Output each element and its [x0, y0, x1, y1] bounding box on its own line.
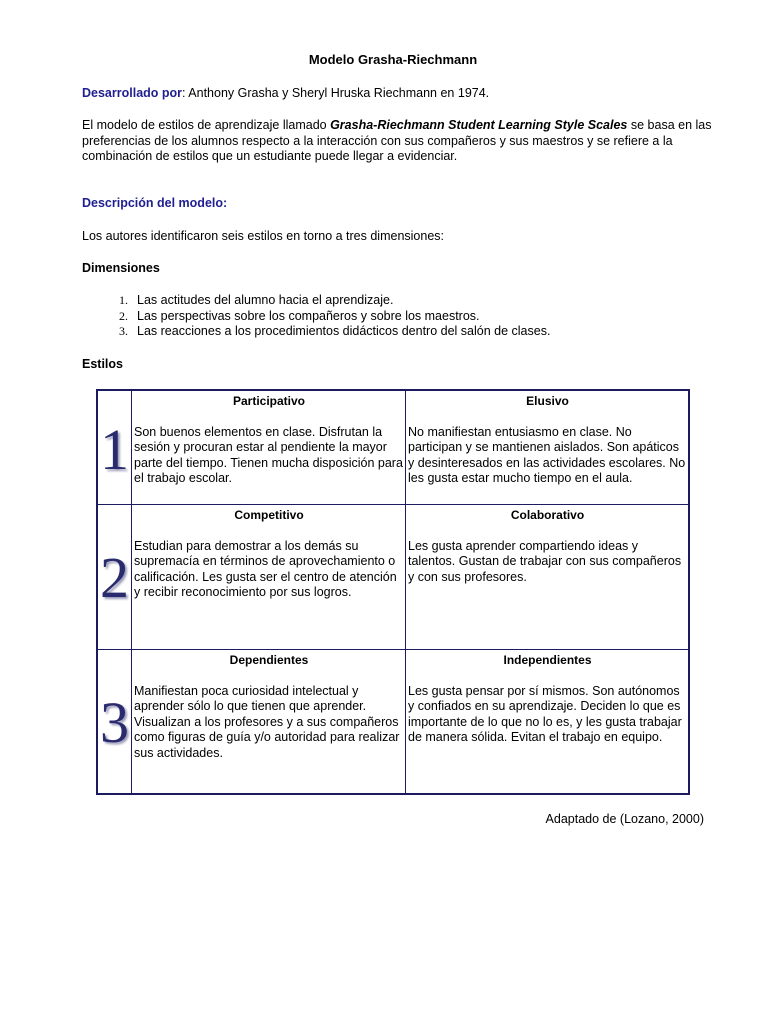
description-heading: Descripción del modelo:	[82, 196, 228, 210]
table-row	[98, 504, 688, 650]
list-item	[82, 309, 550, 325]
dimensions-list	[82, 293, 550, 340]
list-item-number: 1.	[119, 293, 128, 307]
intro-paragraph	[82, 118, 714, 165]
developed-by-text: : Anthony Grasha y Sheryl Hruska Riechmann en 1974.	[182, 86, 490, 100]
row-number: 2	[100, 545, 129, 610]
list-item	[82, 324, 550, 340]
intro-pre: El modelo de estilos de aprendizaje llamado	[82, 118, 331, 132]
table-row	[98, 649, 688, 794]
intro-post: se basa en las preferencias de los alumnos respecto a la interacción con sus compañeros y sus maestros y se refiere a la combinación de estilos que un estudiante puede llegar a evidenciar.	[82, 118, 712, 163]
style-cell	[407, 391, 688, 504]
list-item-text: Las perspectivas sobre los compañeros y sobre los maestros.	[137, 308, 480, 323]
styles-table	[96, 389, 690, 795]
style-description: Les gusta pensar por sí mismos. Son autónomos y confiados en su aprendizaje. Deciden lo que es importante de lo que no lo es, y les gusta trabajar de manera sólida. Evitan el trabajo en equipo.	[408, 683, 682, 744]
styles-heading: Estilos	[82, 357, 123, 371]
intro-emphasis: Grasha-Riechmann Student Learning Style Scales	[330, 118, 628, 132]
style-description: Les gusta aprender compartiendo ideas y talentos. Gustan de trabajar con sus compañeros y con sus profesores.	[408, 538, 682, 584]
developed-by-line	[82, 86, 712, 102]
dimensions-heading: Dimensiones	[82, 261, 160, 275]
row-number: 3	[100, 690, 129, 755]
style-cell	[133, 391, 406, 504]
style-description: Son buenos elementos en clase. Disfrutan la sesión y procuran estar al pendiente la mayor parte del tiempo. Tienen mucha disposición para el trabajo escolar.	[134, 424, 403, 485]
style-description: Estudian para demostrar a los demás su supremacía en términos de aprovechamiento o calificación. Les gusta ser el centro de atención y recibir reconocimiento por sus logros.	[134, 538, 397, 599]
style-cell	[133, 650, 406, 794]
list-item-text: Las reacciones a los procedimientos didácticos dentro del salón de clases.	[137, 324, 551, 338]
style-title: Dependientes	[229, 653, 309, 667]
style-title: Independientes	[503, 653, 592, 667]
list-item	[82, 293, 550, 309]
list-item-text: Las actitudes del alumno hacia el aprendizaje.	[137, 293, 394, 307]
row-number-cell	[98, 391, 132, 504]
table-row	[98, 391, 688, 504]
row-number: 1	[100, 417, 129, 482]
list-item-number: 2.	[119, 308, 128, 323]
style-title: Participativo	[232, 394, 306, 408]
style-cell	[407, 650, 688, 794]
list-item-number: 3.	[119, 324, 128, 338]
style-description: Manifiestan poca curiosidad intelectual y aprender sólo lo que tienen que aprender. Visualizan a los profesores y a sus compañeros como figuras de guía y/o autoridad para realizar sus actividades.	[134, 683, 400, 760]
row-number-cell	[98, 650, 132, 794]
style-title: Competitivo	[234, 508, 304, 522]
style-title: Elusivo	[526, 394, 569, 408]
style-cell	[133, 505, 406, 650]
description-text: Los autores identificaron seis estilos en torno a tres dimensiones:	[82, 229, 444, 243]
style-description: No manifiestan entusiasmo en clase. No participan y se mantienen aislados. Son apáticos y desinteresados en las actividades escolares. No les gusta estar mucho tiempo en el aula.	[408, 424, 686, 485]
source-citation: Adaptado de (Lozano, 2000)	[545, 812, 704, 826]
style-title: Colaborativo	[510, 508, 585, 522]
row-number-cell	[98, 505, 132, 650]
page-title: Modelo Grasha-Riechmann	[308, 52, 478, 67]
style-cell	[407, 505, 688, 650]
developed-by-label: Desarrollado por	[82, 86, 183, 100]
